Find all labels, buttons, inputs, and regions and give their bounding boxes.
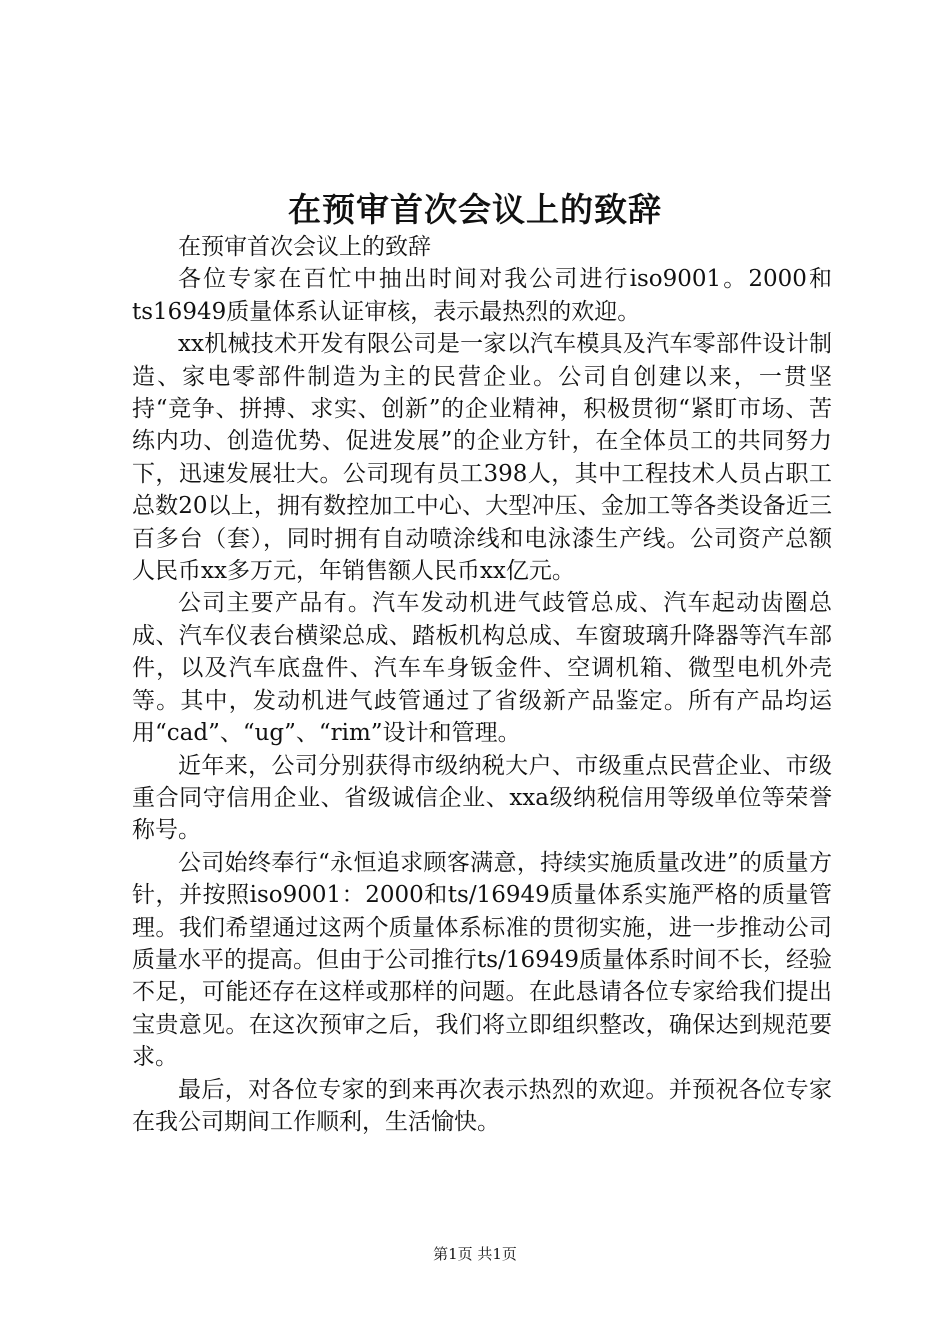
paragraph-products: 公司主要产品有。汽车发动机进气歧管总成、汽车起动齿圈总成、汽车仪表台横梁总成、踏板机构总成、车窗玻璃升降器等汽车部件，以及汽车底盘件、汽车车身钣金件、空调机箱、微型电机外壳等。其中，发动机进气歧管通过了省级新产品鉴定。所有产品均运用“cad”、“ug”、“rim”设计和管理。 <box>132 590 832 747</box>
paragraph-welcome: 各位专家在百忙中抽出时间对我公司进行iso9001。2000和ts16949质量体系认证审核，表示最热烈的欢迎。 <box>132 266 832 325</box>
page-footer: 第1页 共1页 <box>433 1245 517 1263</box>
paragraph-honors: 近年来，公司分别获得市级纳税大户、市级重点民营企业、市级重合同守信用企业、省级诚信企业、xxa级纳税信用等级单位等荣誉称号。 <box>132 752 832 844</box>
paragraph-company-intro: xx机械技术开发有限公司是一家以汽车模具及汽车零部件设计制造、家电零部件制造为主的民营企业。公司自创建以来，一贯坚持“竞争、拼搏、求实、创新”的企业精神，积极贯彻“紧盯市场、苦练内功、创造优势、促进发展”的企业方针，在全体员工的共同努力下，迅速发展壮大。公司现有员工398人，其中工程技术人员占职工总数20以上，拥有数控加工中心、大型冲压、金加工等各类设备近三百多台（套），同时拥有自动喷涂线和电泳漆生产线。公司资产总额人民币xx多万元，年销售额人民币xx亿元。 <box>132 331 832 585</box>
document-body <box>132 231 832 1138</box>
document-title: 在预审首次会议上的致辞 <box>288 190 662 229</box>
paragraph-heading: 在预审首次会议上的致辞 <box>178 234 431 260</box>
paragraph-closing: 最后，对各位专家的到来再次表示热烈的欢迎。并预祝各位专家在我公司期间工作顺利，生活愉快。 <box>132 1076 832 1135</box>
paragraph-quality-policy: 公司始终奉行“永恒追求顾客满意，持续实施质量改进”的质量方针，并按照iso9001：2000和ts/16949质量体系实施严格的质量管理。我们希望通过这两个质量体系标准的贯彻实施，进一步推动公司质量水平的提高。但由于公司推行ts/16949质量体系时间不长，经验不足，可能还存在这样或那样的问题。在此恳请各位专家给我们提出宝贵意见。在这次预审之后，我们将立即组织整改，确保达到规范要求。 <box>132 849 832 1071</box>
